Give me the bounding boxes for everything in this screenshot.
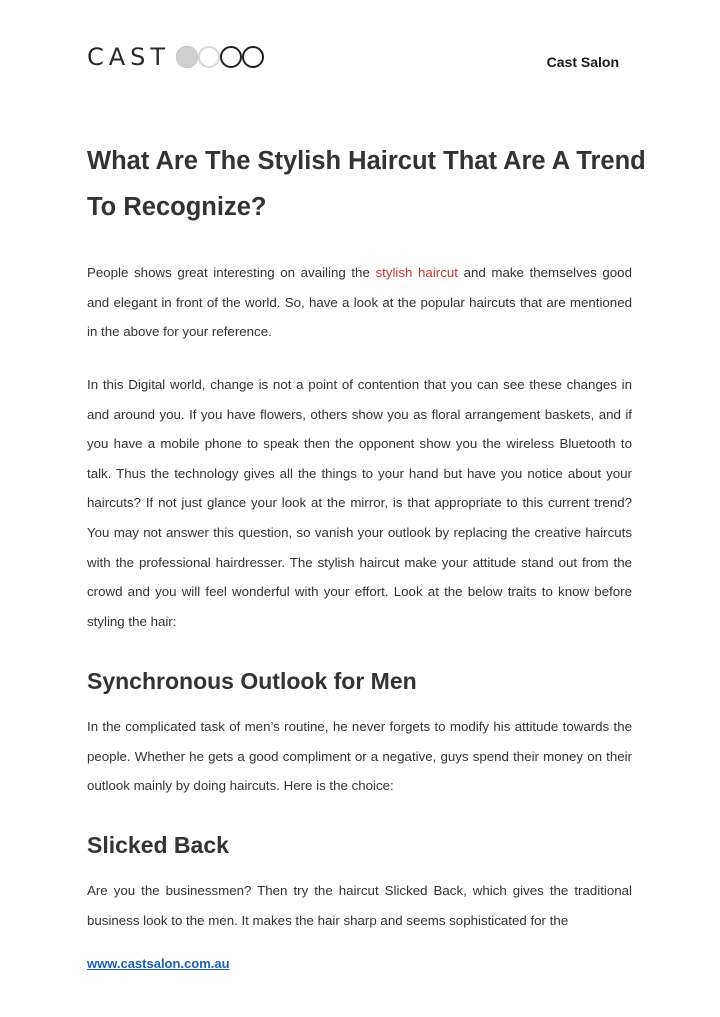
section-1-body bbox=[87, 712, 632, 801]
article-title: What Are The Stylish Haircut That Are A Trend To Recognize? bbox=[87, 147, 646, 221]
ring-icon bbox=[220, 46, 242, 68]
brand-name: Cast Salon bbox=[546, 54, 619, 70]
paragraph-1-text bbox=[87, 258, 632, 347]
four-rings-logo-icon bbox=[176, 44, 268, 70]
section-synchronous-outlook bbox=[87, 666, 632, 696]
filled-ring-icon bbox=[176, 46, 198, 68]
stylish-haircut-link[interactable]: stylish haircut bbox=[375, 265, 458, 280]
light-ring-icon bbox=[198, 46, 220, 68]
section-2-heading: Slicked Back bbox=[87, 832, 229, 858]
section-1-heading: Synchronous Outlook for Men bbox=[87, 668, 417, 694]
paragraph-2 bbox=[87, 370, 632, 636]
section-2-body-text: Are you the businessmen? Then try the haircut Slicked Back, which gives the traditional business look to the men. It makes the hair sharp and seems sophisticated for the bbox=[87, 883, 632, 928]
paragraph-1 bbox=[87, 258, 632, 347]
section-2-body bbox=[87, 876, 632, 935]
logo-text: CAST bbox=[87, 43, 171, 71]
section-1-body-text: In the complicated task of men’s routine, he never forgets to modify his attitude towards the people. Whether he gets a good compliment or a negative, guys spend their money on their outlook mainly by doing haircuts. Here is the choice: bbox=[87, 719, 632, 794]
paragraph-1-after-link: and make themselves good and elegant in front of the world. So, have a look at the popular haircuts that are mentioned in the above for your reference. bbox=[87, 265, 632, 340]
ring-icon bbox=[242, 46, 264, 68]
section-slicked-back bbox=[87, 830, 632, 860]
paragraph-2-text: In this Digital world, change is not a point of contention that you can see these changes in and around you. If you have flowers, others show you as floral arrangement baskets, and if you have a mobile phone to speak then the opponent show you the wireless Bluetooth to talk. Thus the technology gives all the things to your hand but have you notice about your haircuts? If not just glance your look at the mirror, is that appropriate to this current trend? You may not answer this question, so vanish your outlook by replacing the creative haircuts with the professional hairdresser. The stylish haircut make your attitude stand out from the crowd and you will feel wonderful with your effort. Look at the below traits to know before styling the hair: bbox=[87, 377, 632, 629]
website-link[interactable]: www.castsalon.com.au bbox=[87, 956, 230, 971]
cast-logo bbox=[87, 44, 268, 70]
paragraph-1-before-link: People shows great interesting on availing the bbox=[87, 265, 370, 280]
